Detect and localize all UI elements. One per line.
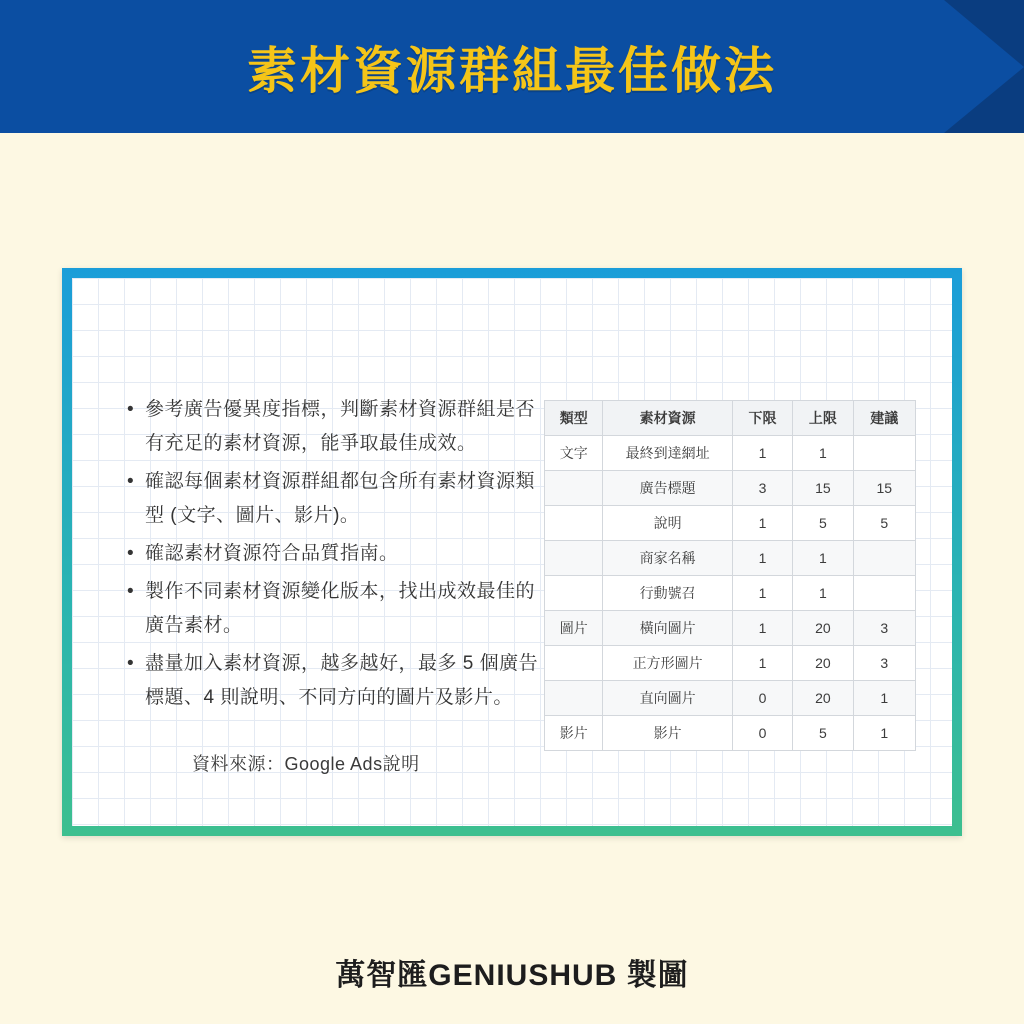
cell-type	[545, 646, 603, 681]
footer-credit: 萬智匯GENIUSHUB 製圖	[335, 959, 689, 992]
table-row	[545, 471, 916, 506]
cell-max: 1	[793, 436, 853, 471]
cell-asset: 最終到達網址	[603, 436, 732, 471]
cell-max: 5	[793, 506, 853, 541]
cell-asset: 影片	[603, 716, 732, 751]
cell-asset: 廣告標題	[603, 471, 732, 506]
table-row	[545, 716, 916, 751]
cell-asset: 直向圖片	[603, 681, 732, 716]
content-card-grid	[72, 278, 952, 826]
table-row	[545, 436, 916, 471]
table-row	[545, 541, 916, 576]
cell-type: 文字	[545, 436, 603, 471]
list-item-text: 盡量加入素材資源，越多越好，最多 5 個廣告標題、4 則說明、不同方向的圖片及影片。	[145, 653, 539, 708]
header-banner	[0, 0, 1024, 133]
bullet-dot-icon: •	[127, 653, 134, 674]
cell-min: 1	[732, 576, 792, 611]
cell-recommend	[853, 576, 915, 611]
table-row	[545, 646, 916, 681]
source-note: 資料來源：Google Ads說明	[192, 754, 420, 774]
bullet-list	[127, 393, 547, 719]
cell-max: 20	[793, 646, 853, 681]
table-row	[545, 611, 916, 646]
cell-max: 20	[793, 611, 853, 646]
cell-asset: 橫向圖片	[603, 611, 732, 646]
cell-min: 1	[732, 436, 792, 471]
cell-recommend: 3	[853, 611, 915, 646]
cell-min: 1	[732, 646, 792, 681]
cell-type	[545, 576, 603, 611]
table-row	[545, 576, 916, 611]
cell-max: 1	[793, 576, 853, 611]
bullet-dot-icon: •	[127, 471, 134, 492]
column-header-recommend: 建議	[853, 401, 915, 436]
cell-type	[545, 506, 603, 541]
list-item	[127, 647, 547, 715]
bullet-dot-icon: •	[127, 399, 134, 420]
list-item-text: 確認每個素材資源群組都包含所有素材資源類型 (文字、圖片、影片)。	[145, 471, 536, 526]
cell-recommend: 3	[853, 646, 915, 681]
cell-max: 15	[793, 471, 853, 506]
content-card	[62, 268, 962, 836]
cell-min: 1	[732, 541, 792, 576]
cell-max: 1	[793, 541, 853, 576]
cell-type	[545, 541, 603, 576]
cell-min: 1	[732, 506, 792, 541]
table-row	[545, 506, 916, 541]
cell-min: 1	[732, 611, 792, 646]
column-header-max: 上限	[793, 401, 853, 436]
cell-recommend	[853, 436, 915, 471]
cell-asset: 商家名稱	[603, 541, 732, 576]
list-item-text: 確認素材資源符合品質指南。	[145, 543, 399, 564]
cell-type: 影片	[545, 716, 603, 751]
cell-recommend: 1	[853, 681, 915, 716]
cell-min: 3	[732, 471, 792, 506]
spec-table-container	[544, 400, 916, 751]
table-row	[545, 681, 916, 716]
cell-recommend: 5	[853, 506, 915, 541]
cell-asset: 正方形圖片	[603, 646, 732, 681]
cell-max: 5	[793, 716, 853, 751]
column-header-type: 類型	[545, 401, 603, 436]
cell-type: 圖片	[545, 611, 603, 646]
spec-table	[544, 400, 916, 751]
cell-recommend: 1	[853, 716, 915, 751]
list-item	[127, 575, 547, 643]
cell-type	[545, 471, 603, 506]
cell-min: 0	[732, 681, 792, 716]
column-header-asset: 素材資源	[603, 401, 732, 436]
list-item-text: 參考廣告優異度指標，判斷素材資源群組是否有充足的素材資源，能爭取最佳成效。	[145, 399, 536, 454]
cell-recommend: 15	[853, 471, 915, 506]
bullet-dot-icon: •	[127, 581, 134, 602]
list-item-text: 製作不同素材資源變化版本，找出成效最佳的廣告素材。	[145, 581, 536, 636]
list-item	[127, 465, 547, 533]
page-title: 素材資源群組最佳做法	[247, 42, 777, 99]
list-item	[127, 393, 547, 461]
cell-asset: 說明	[603, 506, 732, 541]
list-item	[127, 537, 547, 571]
cell-max: 20	[793, 681, 853, 716]
column-header-min: 下限	[732, 401, 792, 436]
table-header-row	[545, 401, 916, 436]
cell-asset: 行動號召	[603, 576, 732, 611]
cell-recommend	[853, 541, 915, 576]
cell-min: 0	[732, 716, 792, 751]
cell-type	[545, 681, 603, 716]
bullet-dot-icon: •	[127, 543, 134, 564]
